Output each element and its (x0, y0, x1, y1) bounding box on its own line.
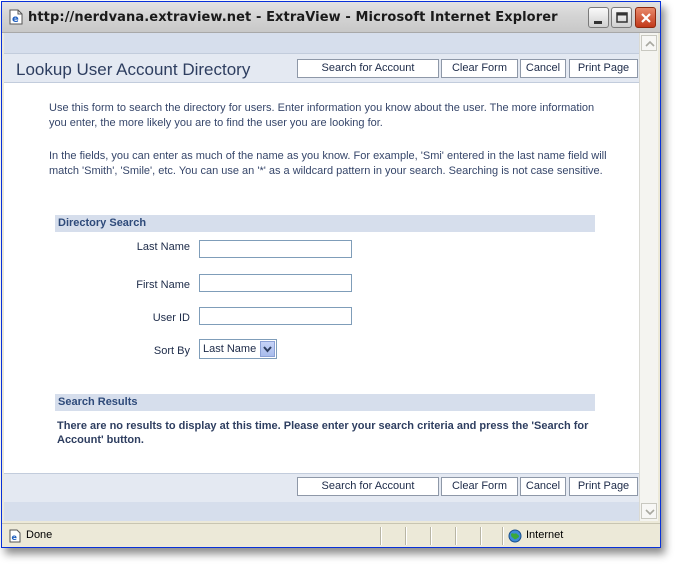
status-text: Done (26, 529, 53, 541)
cancel-button[interactable]: Cancel (520, 59, 566, 78)
clear-form-button-bottom[interactable]: Clear Form (441, 477, 518, 496)
scroll-up-icon[interactable] (641, 35, 657, 51)
title-bar[interactable] (2, 2, 660, 33)
page-done-icon (8, 529, 22, 543)
status-divider (430, 527, 432, 545)
page-content (4, 33, 639, 521)
browser-window (1, 1, 661, 548)
first-name-label: First Name (136, 279, 190, 291)
close-button[interactable] (635, 7, 656, 28)
scroll-down-icon[interactable] (641, 503, 657, 519)
footer-bar (4, 473, 639, 503)
search-for-account-button-bottom[interactable]: Search for Account (297, 477, 439, 496)
cancel-button-bottom[interactable]: Cancel (520, 477, 566, 496)
user-id-label: User ID (152, 312, 190, 324)
status-divider (405, 527, 407, 545)
print-page-button[interactable]: Print Page (569, 59, 638, 78)
search-for-account-button[interactable]: Search for Account (297, 59, 439, 78)
search-results-heading: Search Results (55, 394, 595, 411)
minimize-button[interactable] (588, 7, 609, 28)
print-page-button-bottom[interactable]: Print Page (569, 477, 638, 496)
status-divider (455, 527, 457, 545)
ie-page-icon (8, 9, 24, 25)
status-bar (2, 523, 660, 548)
search-results-message: There are no results to display at this time. Please enter your search criteria and press the 'Search for Account' button. (57, 420, 589, 446)
window-title: http://nerdvana.extraview.net - ExtraView - Microsoft Internet Explorer (28, 10, 558, 25)
last-name-input[interactable] (199, 240, 352, 258)
bottom-band (4, 502, 639, 521)
user-id-input[interactable] (199, 307, 352, 325)
sort-by-label: Sort By (153, 345, 190, 357)
status-divider (480, 527, 482, 545)
status-divider (502, 527, 504, 545)
svg-text:e: e (12, 14, 19, 25)
page-title: Lookup User Account Directory (16, 60, 251, 79)
last-name-label: Last Name (136, 241, 190, 253)
sort-by-select[interactable] (199, 339, 277, 359)
clear-form-button[interactable]: Clear Form (441, 59, 518, 78)
sort-by-selected: Last Name (203, 343, 257, 355)
status-divider (380, 527, 382, 545)
first-name-input[interactable] (199, 274, 352, 292)
security-zone-label: Internet (526, 529, 564, 541)
intro-paragraph-2: In the fields, you can enter as much of the name as you know. For example, 'Smi' entered in the last name field will match 'Smith', 'Smile', etc. You can use an '*' as a wildcard pattern in your search. Searching is not case sensitive. (49, 150, 607, 177)
intro-paragraph-1: Use this form to search the directory for users. Enter information you know about the user. The more information you enter, the more likely you are to find the user you are looking for. (49, 102, 595, 129)
maximize-button[interactable] (611, 7, 632, 28)
top-band (4, 33, 639, 53)
chevron-down-icon[interactable] (260, 341, 275, 357)
svg-text:e: e (11, 533, 17, 542)
vertical-scrollbar[interactable] (639, 33, 658, 521)
directory-search-heading: Directory Search (55, 215, 595, 232)
internet-globe-icon (508, 529, 522, 543)
header-bar (4, 53, 639, 83)
